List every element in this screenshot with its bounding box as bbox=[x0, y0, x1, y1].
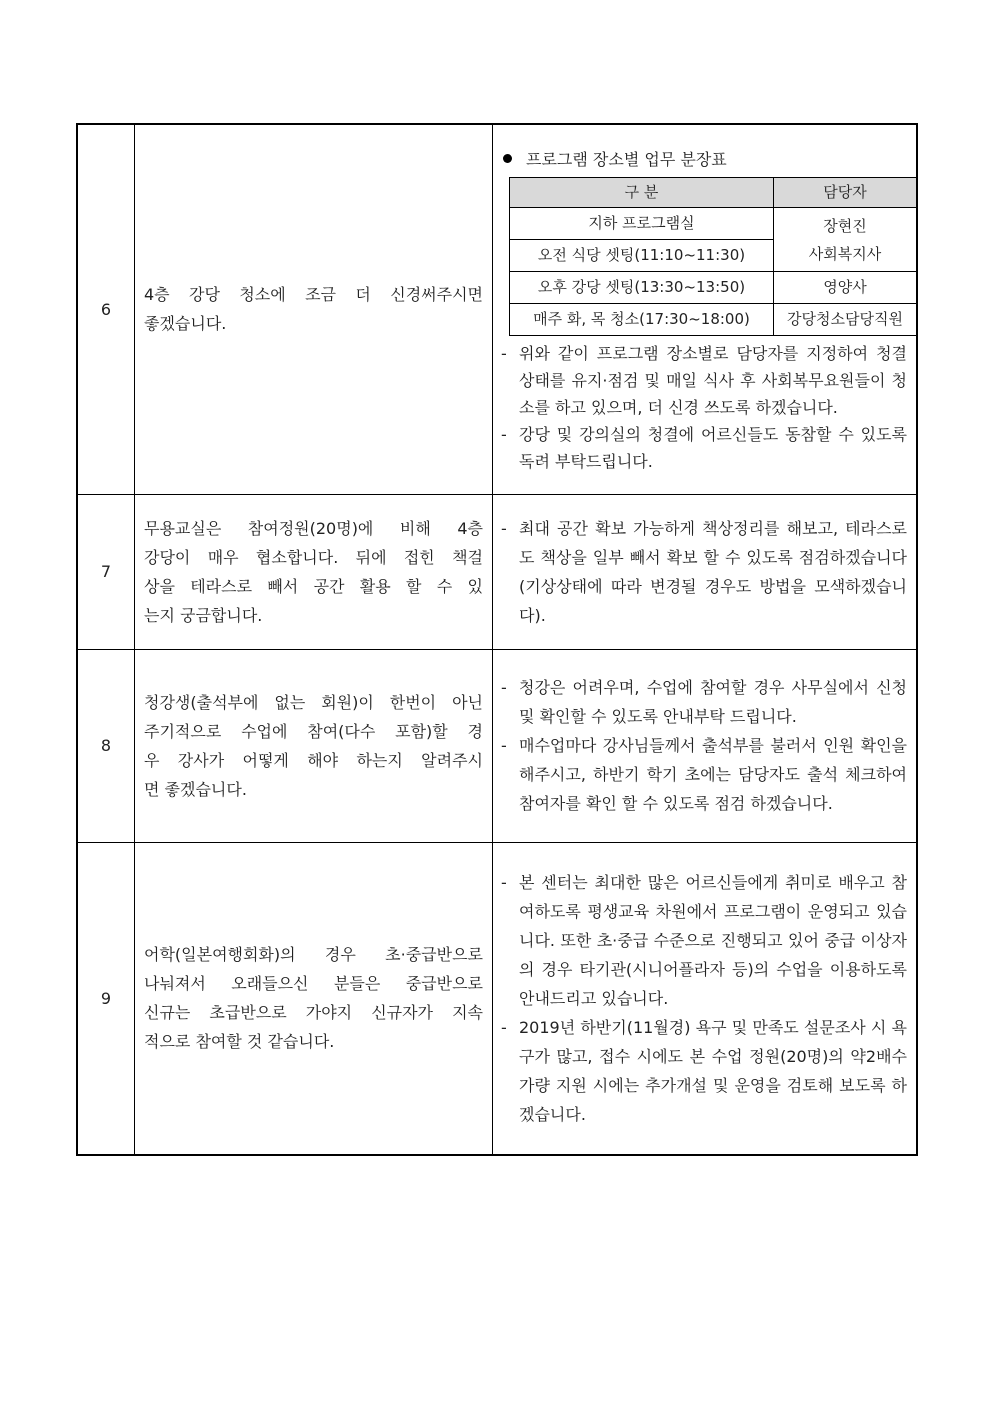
question-line: 상을 테라스로 빼서 공간 활용 할 수 있 bbox=[144, 576, 483, 596]
question-line: 무용교실은 참여정원(20명)에 비해 4층 bbox=[144, 518, 483, 538]
answer-list bbox=[501, 673, 907, 818]
question-line: 면 좋겠습니다. bbox=[144, 779, 247, 799]
person-cell: 강당청소담당직원 bbox=[774, 304, 917, 336]
table-row bbox=[77, 842, 917, 1155]
question-line: 나눠져서 오래들으신 분들은 중급반으로 bbox=[144, 974, 483, 994]
header-task: 구 분 bbox=[510, 178, 774, 208]
answer-list bbox=[501, 868, 907, 1129]
qa-table bbox=[76, 123, 918, 1156]
question-line: 강당이 매우 협소합니다. 뒤에 접힌 책걸 bbox=[144, 547, 483, 567]
row-number: 7 bbox=[77, 494, 135, 649]
list-item: - 매수업마다 강사님들께서 출석부를 불러서 인원 확인을 해주시고, 하반기 학기 초에는 담당자도 출석 체크하여 참여자를 확인 할 수 있도록 점검 하겠습니다. bbox=[501, 731, 907, 818]
row-number: 8 bbox=[77, 649, 135, 842]
table-row bbox=[77, 494, 917, 649]
question-line: 신규는 초급반으로 가야지 신규자가 지속 bbox=[144, 1003, 483, 1023]
question-line: 청강생(출석부에 없는 회원)이 한번이 아닌 bbox=[144, 692, 483, 712]
assignment-table bbox=[509, 177, 917, 336]
question-cell bbox=[135, 494, 493, 649]
question-line: 는지 궁금합니다. bbox=[144, 605, 263, 625]
list-item: - 최대 공간 확보 가능하게 책상정리를 해보고, 테라스로도 책상을 일부 빼서 확보 할 수 있도록 점검하겠습니다(기상상태에 따라 변경될 경우도 방법을 모색하겠습니다). bbox=[501, 514, 907, 630]
answer-cell bbox=[493, 649, 918, 842]
row-number: 6 bbox=[77, 124, 135, 494]
question-line: 우 강사가 어떻게 해야 하는지 알려주시 bbox=[144, 750, 483, 770]
question-cell bbox=[135, 124, 493, 494]
answer-cell bbox=[493, 124, 918, 494]
task-cell: 지하 프로그램실 bbox=[510, 208, 774, 240]
answer-list bbox=[501, 514, 907, 630]
bullet-icon bbox=[503, 154, 512, 163]
list-item: - 강당 및 강의실의 청결에 어르신들도 동참할 수 있도록 독려 부탁드립니다. bbox=[501, 421, 907, 475]
answer-cell bbox=[493, 494, 918, 649]
table-row bbox=[77, 124, 917, 494]
assignment-table-title: 프로그램 장소별 업무 분장표 bbox=[503, 149, 907, 171]
list-item: - 위와 같이 프로그램 장소별로 담당자를 지정하여 청결 상태를 유지·점검 및 매일 식사 후 사회복무요원들이 청소를 하고 있으며, 더 신경 쓰도록 하겠습니다. bbox=[501, 340, 907, 421]
question-cell bbox=[135, 649, 493, 842]
person-cell: 영양사 bbox=[774, 272, 917, 304]
question-line: 주기적으로 수업에 참여(다수 포함)할 경 bbox=[144, 721, 483, 741]
question-line: 어학(일본여행회화)의 경우 초·중급반으로 bbox=[144, 945, 483, 965]
header-person: 담당자 bbox=[774, 178, 917, 208]
person-cell: 장현진 사회복지사 bbox=[774, 208, 917, 272]
question-cell bbox=[135, 842, 493, 1155]
answer-list bbox=[501, 340, 907, 475]
question-line: 좋겠습니다. bbox=[144, 314, 227, 334]
question-line: 4층 강당 청소에 조금 더 신경써주시면 bbox=[144, 285, 483, 305]
task-cell: 오후 강당 셋팅(13:30~13:50) bbox=[510, 272, 774, 304]
row-number: 9 bbox=[77, 842, 135, 1155]
table-row bbox=[77, 649, 917, 842]
task-cell: 오전 식당 셋팅(11:10~11:30) bbox=[510, 240, 774, 272]
question-line: 적으로 참여할 것 같습니다. bbox=[144, 1032, 335, 1052]
answer-cell bbox=[493, 842, 918, 1155]
list-item: - 2019년 하반기(11월경) 욕구 및 만족도 설문조사 시 욕구가 많고, 접수 시에도 본 수업 정원(20명)의 약2배수 가량 지원 시에는 추가개설 및 운영을 검토해 보도록 하겠습니다. bbox=[501, 1013, 907, 1129]
list-item: - 본 센터는 최대한 많은 어르신들에게 취미로 배우고 참여하도록 평생교육 차원에서 프로그램이 운영되고 있습니다. 또한 초·중급 수준으로 진행되고 있어 중급 이상자의 경우 타기관(시니어플라자 등)의 수업을 이용하도록 안내드리고 있습니다. bbox=[501, 868, 907, 1013]
list-item: - 청강은 어려우며, 수업에 참여할 경우 사무실에서 신청 및 확인할 수 있도록 안내부탁 드립니다. bbox=[501, 673, 907, 731]
task-cell: 매주 화, 목 청소(17:30~18:00) bbox=[510, 304, 774, 336]
